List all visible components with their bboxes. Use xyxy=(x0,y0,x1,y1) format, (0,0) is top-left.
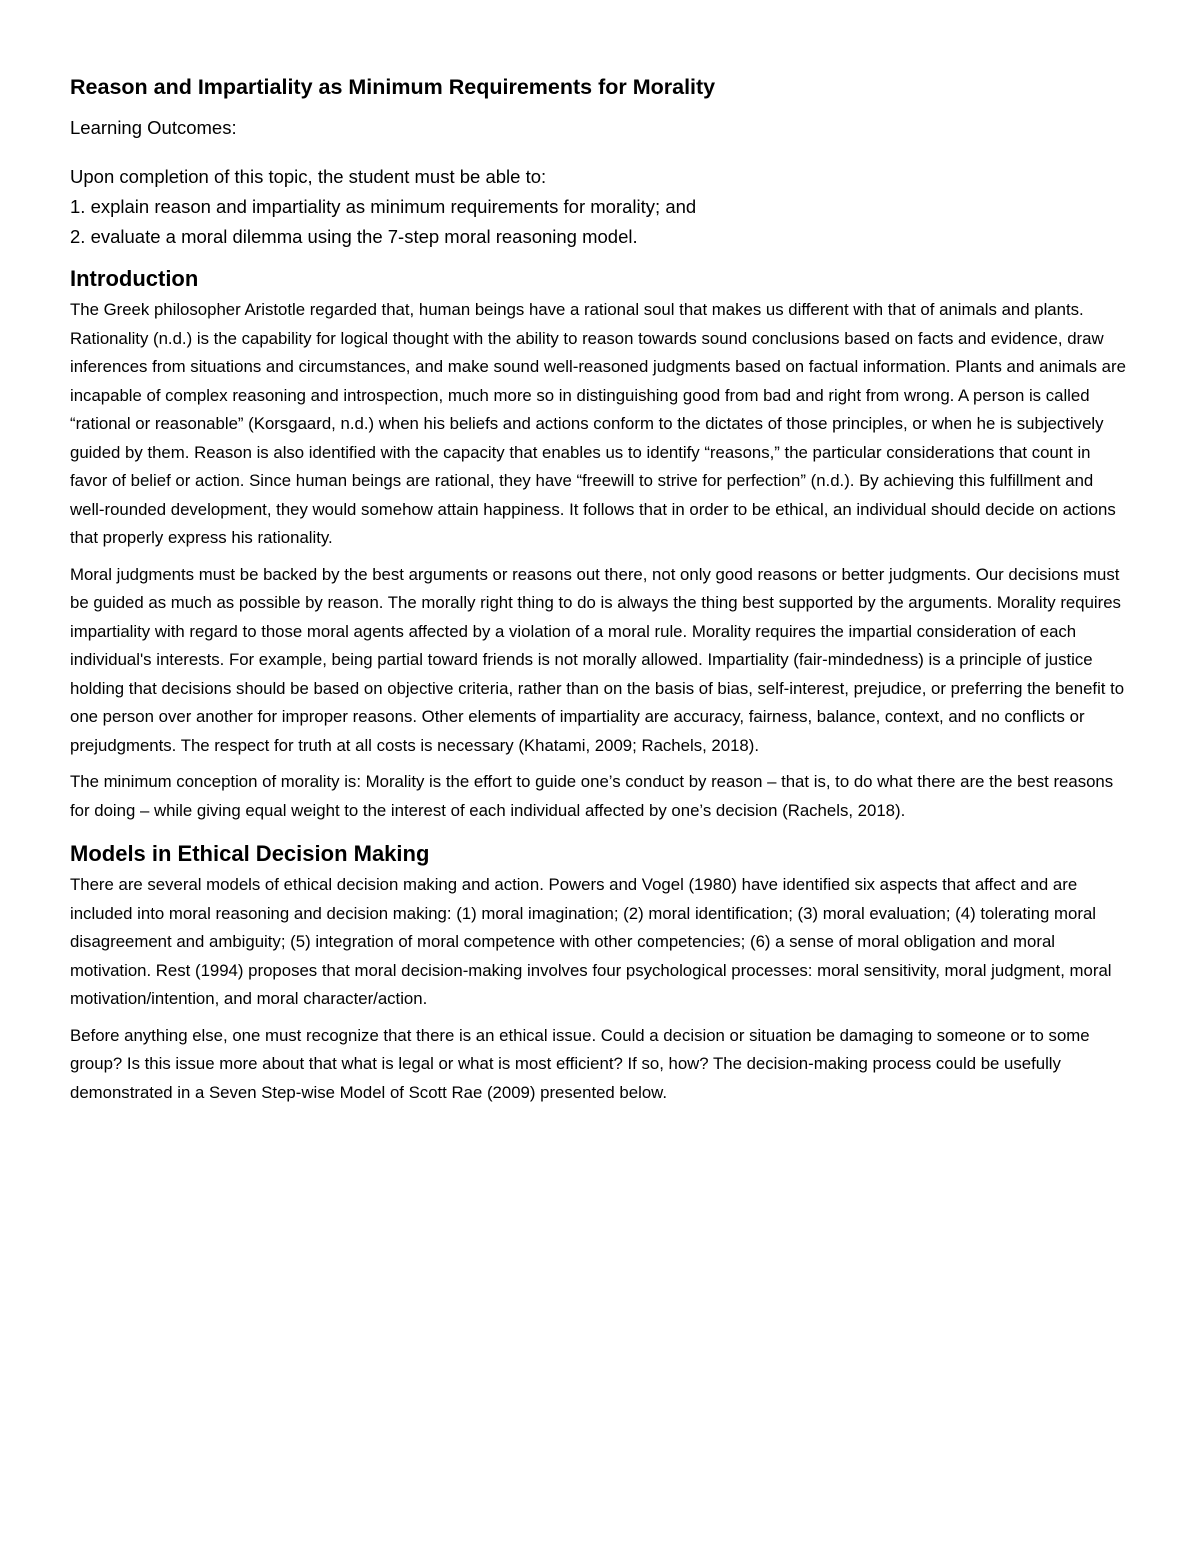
document-title: Reason and Impartiality as Minimum Requirements for Morality xyxy=(70,75,716,99)
outcome-item: 1. explain reason and impartiality as minimum requirements for morality; and xyxy=(70,196,697,217)
learning-outcomes-list xyxy=(70,162,1132,252)
introduction-paragraph: The Greek philosopher Aristotle regarded that, human beings have a rational soul that makes us different with that of animals and plants. Rationality (n.d.) is the capability for logical thought with the ability to reason towards sound conclusions based on facts and evidence, draw inferences from situations and circumstances, and make sound well-reasoned judgments based on factual information. Plants and animals are incapable of complex reasoning and introspection, much more so in distinguishing good from bad and right from wrong. A person is called “rational or reasonable” (Korsgaard, n.d.) when his beliefs and actions conform to the dictates of those principles, or when he is subjectively guided by them. Reason is also identified with the capacity that enables us to identify “reasons,” the particular considerations that count in favor of belief or action. Since human beings are rational, they have “freewill to strive for perfection” (n.d.). By achieving this fulfillment and well-rounded development, they would somehow attain happiness. It follows that in order to be ethical, an individual should decide on actions that properly express his rationality. xyxy=(70,300,1126,547)
introduction-heading: Introduction xyxy=(70,266,199,291)
outcome-item: 2. evaluate a moral dilemma using the 7-step moral reasoning model. xyxy=(70,226,638,247)
introduction-paragraph: The minimum conception of morality is: Morality is the effort to guide one’s conduct by reason – that is, to do what there are the best reasons for doing – while giving equal weight to the interest of each individual affected by one’s decision (Rachels, 2018). xyxy=(70,772,1114,820)
introduction-section xyxy=(70,264,1132,825)
models-section xyxy=(70,839,1132,1107)
learning-outcomes-label: Learning Outcomes: xyxy=(70,117,237,138)
outcomes-intro: Upon completion of this topic, the student must be able to: xyxy=(70,166,547,187)
models-paragraph: There are several models of ethical decision making and action. Powers and Vogel (1980) have identified six aspects that affect and are included into moral reasoning and decision making: (1) moral imagination; (2) moral identification; (3) moral evaluation; (4) tolerating moral disagreement and ambiguity; (5) integration of moral competence with other competencies; (6) a sense of moral obligation and moral motivation. Rest (1994) proposes that moral decision-making involves four psychological processes: moral sensitivity, moral judgment, moral motivation/intention, and moral character/action. xyxy=(70,875,1112,1008)
document-page xyxy=(70,72,1132,1115)
models-paragraph: Before anything else, one must recognize that there is an ethical issue. Could a decision or situation be damaging to someone or to some group? Is this issue more about that what is legal or what is most efficient? If so, how? The decision-making process could be usefully demonstrated in a Seven Step-wise Model of Scott Rae (2009) presented below. xyxy=(70,1025,1090,1102)
introduction-paragraph: Moral judgments must be backed by the best arguments or reasons out there, not only good reasons or better judgments. Our decisions must be guided as much as possible by reason. The morally right thing to do is always the thing best supported by the arguments. Morality requires impartiality with regard to those moral agents affected by a violation of a moral rule. Morality requires the impartial consideration of each individual's interests. For example, being partial toward friends is not morally allowed. Impartiality (fair-mindedness) is a principle of justice holding that decisions should be based on objective criteria, rather than on the basis of bias, self-interest, prejudice, or preferring the benefit to one person over another for improper reasons. Other elements of impartiality are accuracy, fairness, balance, context, and no conflicts or prejudgments. The respect for truth at all costs is necessary (Khatami, 2009; Rachels, 2018). xyxy=(70,564,1125,755)
models-heading: Models in Ethical Decision Making xyxy=(70,841,430,866)
